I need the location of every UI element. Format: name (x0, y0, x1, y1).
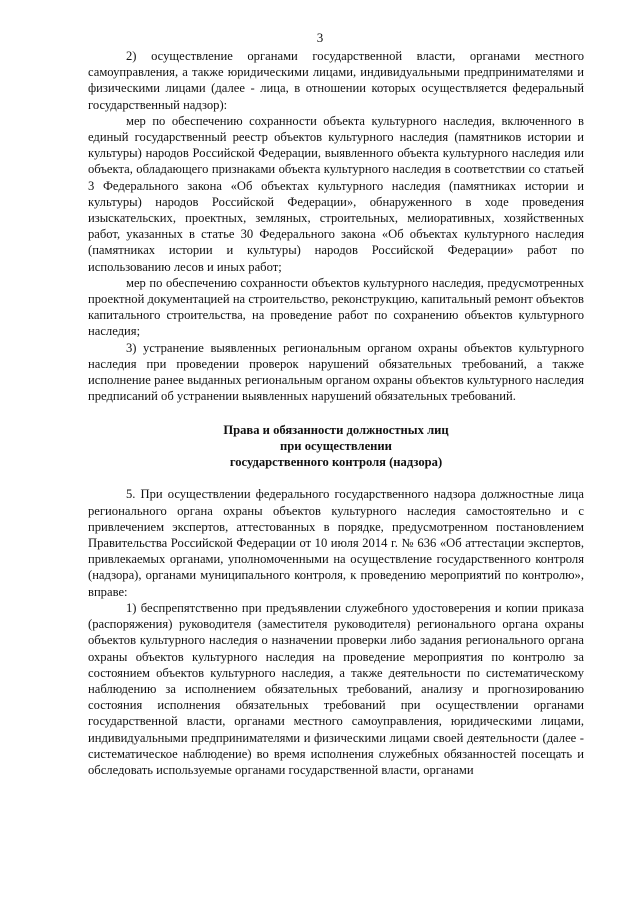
paragraph: 1) беспрепятственно при предъявлении служебного удостоверения и копии приказа (распоряжения) руководителя (заместителя руководителя) регионального органа охраны объектов культурного наследия о назначении проверки либо задания регионального органа охраны объектов культурного наследия на проведение мероприятия по контролю за состоянием объектов культурного наследия, а также деятельности по систематическому наблюдению за исполнением обязательных требований, анализу и прогнозированию состояния исполнения обязательных требований при осуществлении органами государственной власти, органами местного самоуправления, юридическими лицами, индивидуальными предпринимателями и физическими лицами своей деятельности (далее - систематическое наблюдение) во время исполнения служебных обязанностей посещать и обследовать используемые органами государственной власти, органами (88, 600, 584, 777)
paragraph: 3) устранение выявленных региональным органом охраны объектов культурного наследия при проведении проверок нарушений обязательных требований, а также исполнение ранее выданных региональным органом охраны объектов культурного наследия предписаний об устранении выявленных нарушений обязательных требований. (88, 340, 584, 404)
paragraph: мер по обеспечению сохранности объекта культурного наследия, включенного в единый государственный реестр объектов культурного наследия (памятников истории и культуры) народов Российской Федерации, выявленного объекта культурного наследия или объекта, обладающего признаками объекта культурного наследия в соответствии со статьей 3 Федерального закона «Об объектах культурного наследия (памятниках истории и культуры) народов Российской Федерации», обнаруженного в ходе проведения изыскательских, проектных, земляных, строительных, мелиоративных, хозяйственных работ, указанных в статье 30 Федерального закона «Об объектах культурного наследия (памятниках истории и культуры) народов Российской Федерации» работ по использованию лесов и иных работ; (88, 113, 584, 274)
heading-line: при осуществлении (280, 439, 392, 454)
page-number: 3 (316, 30, 324, 45)
paragraph: 2) осуществление органами государственной власти, органами местного самоуправления, а также юридическими лицами, индивидуальными предпринимателями и физическими лицами (далее - лица, в отношении которых осуществляется федеральный государственный надзор): (88, 49, 584, 112)
heading-line: государственного контроля (надзора) (229, 455, 443, 470)
paragraph: мер по обеспечению сохранности объектов культурного наследия, предусмотренных проектной документацией на строительство, реконструкцию, капитальный ремонт объектов капитального строительства, на проведение работ по сохранению объектов культурного наследия; (88, 275, 584, 339)
section-heading (88, 422, 584, 470)
paragraph: 5. При осуществлении федерального государственного надзора должностные лица регионального органа охраны объектов культурного наследия самостоятельно и с привлечением экспертов, аттестованных в порядке, предусмотренном постановлением Правительства Российской Федерации от 10 июля 2014 г. № 636 «Об аттестации экспертов, привлекаемых органами, уполномоченными на осуществление государственного контроля (надзора), органами муниципального контроля, к проведению мероприятий по контролю», вправе: (88, 487, 584, 599)
document-body (88, 48, 584, 778)
heading-line: Права и обязанности должностных лиц (223, 423, 449, 438)
